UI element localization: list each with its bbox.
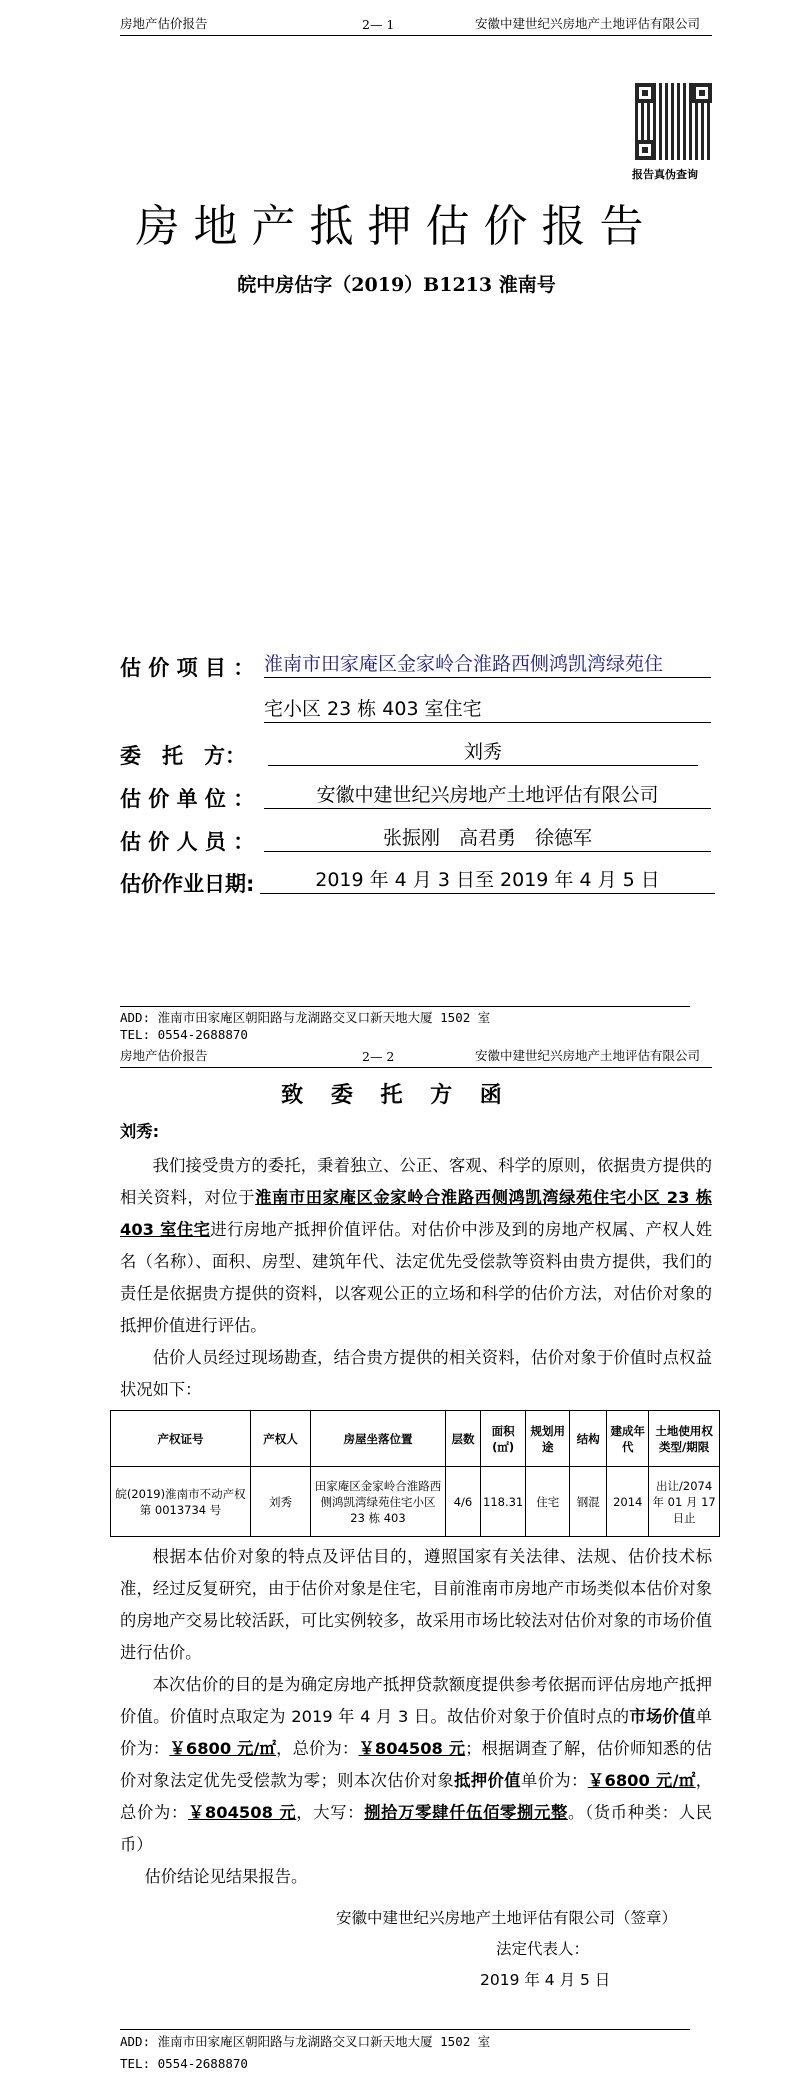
qr-label: 报告真伪查询: [632, 168, 698, 181]
market-unit-price: ￥6800 元/㎡: [169, 1739, 277, 1758]
column-header: 产权人: [251, 1411, 311, 1467]
table-cell: 刘秀: [251, 1467, 311, 1537]
column-header: 土地使用权类型/期限: [649, 1411, 720, 1467]
letter-title: 致 委 托 方 函: [281, 1082, 512, 1108]
column-header: 层数: [446, 1411, 481, 1467]
footer-tel: TEL: 0554-2688870: [120, 2056, 248, 2071]
report-title: 房地产抵押估价报告: [135, 201, 658, 252]
salutation: 刘秀:: [120, 1122, 160, 1141]
qr-code-icon[interactable]: [635, 83, 712, 160]
field-label-date: 估价作业日期:: [120, 872, 255, 896]
mortgage-unit-price: ￥6800 元/㎡: [587, 1771, 696, 1790]
footer-divider: [120, 2029, 690, 2030]
footer-tel: TEL: 0554-2688870: [120, 1027, 248, 1042]
table-cell: 钢混: [570, 1467, 607, 1537]
field-label-unit: 估 价 单 位 ：: [120, 787, 255, 811]
table-header-row: [111, 1411, 720, 1467]
letter-body-1: 我们接受贵方的委托，秉着独立、公正、客观、科学的原则，依据贵方提供的相关资料，对位于淮南市田家庵区金家岭合淮路西侧鸿凯湾绿苑住宅小区 23 栋 403 室住宅进行房地产抵押价值评估。对估价中涉及到的房地产权属、产权人姓名（名称）、面积、房型、建筑年代、法定优先受偿款等资料由贵方提供，我们的责任是依据贵方提供的资料，以客观公正的立场和科学的估价方法，对估价对象的抵押价值进行评估。 估价人员经过现场勘查，结合贵方提供的相关资料，估价对象于价值时点权益状况如下：: [120, 1156, 712, 1399]
field-value-project-cont: 宅小区 23 栋 403 室住宅: [264, 695, 711, 723]
field-value-client: 刘秀: [268, 738, 698, 766]
table-cell: 皖(2019)淮南市不动产权第 0013734 号: [111, 1467, 251, 1537]
footer-address: ADD: 淮南市田家庵区朝阳路与龙湖路交叉口新天地大厦 1502 室: [120, 1010, 491, 1025]
letter-body-2: 根据本估价对象的特点及评估目的，遵照国家有关法律、法规、估价技术标准，经过反复研究，由于估价对象是住宅，目前淮南市房地产市场类似本估价对象的房地产交易比较活跃，可比实例较多，故采用市场比较法对估价对象的市场价值进行估价。 本次估价的目的是为确定房地产抵押贷款额度提供参考依据而评估房地产抵押价值。价值时点取定为 2019 年 4 月 3 日。故估价对象于价值时点的市场价值单价为：￥6800 元/㎡，总价为：￥804508 元；根据调查了解，估价师知悉的估价对象法定优先受偿款为零；则本次估价对象抵押价值单价为：￥6800 元/㎡，总价为：￥804508 元，大写：捌拾万零肆仟伍佰零捌元整。（货币种类：人民币） 估价结论见结果报告。: [120, 1547, 712, 1886]
column-header: 面积(㎡): [481, 1411, 526, 1467]
field-value-appraisers: 张振刚 高君勇 徐德军: [264, 824, 711, 852]
header-company: 安徽中建世纪兴房地产土地评估有限公司: [474, 1048, 700, 1063]
amount-in-words: 捌拾万零肆仟伍佰零捌元整: [364, 1803, 568, 1822]
table-cell: 118.31: [481, 1467, 526, 1537]
property-table: [110, 1410, 720, 1537]
table-cell: 4/6: [446, 1467, 481, 1537]
header-left: 房地产估价报告: [120, 16, 208, 31]
table-cell: 出让/2074 年 01 月 17 日止: [649, 1467, 720, 1537]
column-header: 建成年代: [607, 1411, 649, 1467]
table-row: [111, 1467, 720, 1537]
column-header: 结构: [570, 1411, 607, 1467]
page-number: 2— 2: [362, 1049, 395, 1064]
page-header: [120, 1032, 712, 1068]
property-address: 淮南市田家庵区金家岭合淮路西侧鸿凯湾绿苑住宅小区 23 栋 403 室住宅: [120, 1188, 712, 1239]
header-company: 安徽中建世纪兴房地产土地评估有限公司: [474, 16, 700, 31]
market-total-price: ￥804508 元: [358, 1739, 466, 1758]
field-value-date: 2019 年 4 月 3 日至 2019 年 4 月 5 日: [260, 866, 715, 894]
table-cell: 住宅: [526, 1467, 570, 1537]
table-cell: 2014: [607, 1467, 649, 1537]
table-cell: 田家庵区金家岭合淮路西侧鸿凯湾绿苑住宅小区 23 栋 403: [311, 1467, 446, 1537]
column-header: 产权证号: [111, 1411, 251, 1467]
letter-body: [115, 1150, 716, 1893]
footer-divider: [120, 1006, 690, 1007]
signature-date: 2019 年 4 月 5 日: [480, 1971, 611, 1989]
page-number: 2— 1: [362, 17, 395, 32]
field-value-project: 淮南市田家庵区金家岭合淮路西侧鸿凯湾绿苑住: [264, 650, 711, 678]
field-value-unit: 安徽中建世纪兴房地产土地评估有限公司: [264, 781, 711, 809]
report-ref-number: 皖中房估字（2019）B1213 淮南号: [237, 274, 556, 296]
header-left: 房地产估价报告: [120, 1048, 208, 1063]
page-header: [120, 0, 712, 36]
field-label-project: 估 价 项 目 ：: [120, 656, 255, 680]
signature-company: 安徽中建世纪兴房地产土地评估有限公司（签章）: [336, 1909, 678, 1927]
column-header: 房屋坐落位置: [311, 1411, 446, 1467]
field-label-client: 委 托 方：: [120, 744, 246, 768]
signature-representative: 法定代表人：: [496, 1940, 590, 1958]
mortgage-total-price: ￥804508 元: [187, 1803, 297, 1822]
footer-address: ADD: 淮南市田家庵区朝阳路与龙湖路交叉口新天地大厦 1502 室: [120, 2034, 491, 2049]
field-label-appraisers: 估 价 人 员 ：: [120, 830, 255, 854]
column-header: 规划用途: [526, 1411, 570, 1467]
